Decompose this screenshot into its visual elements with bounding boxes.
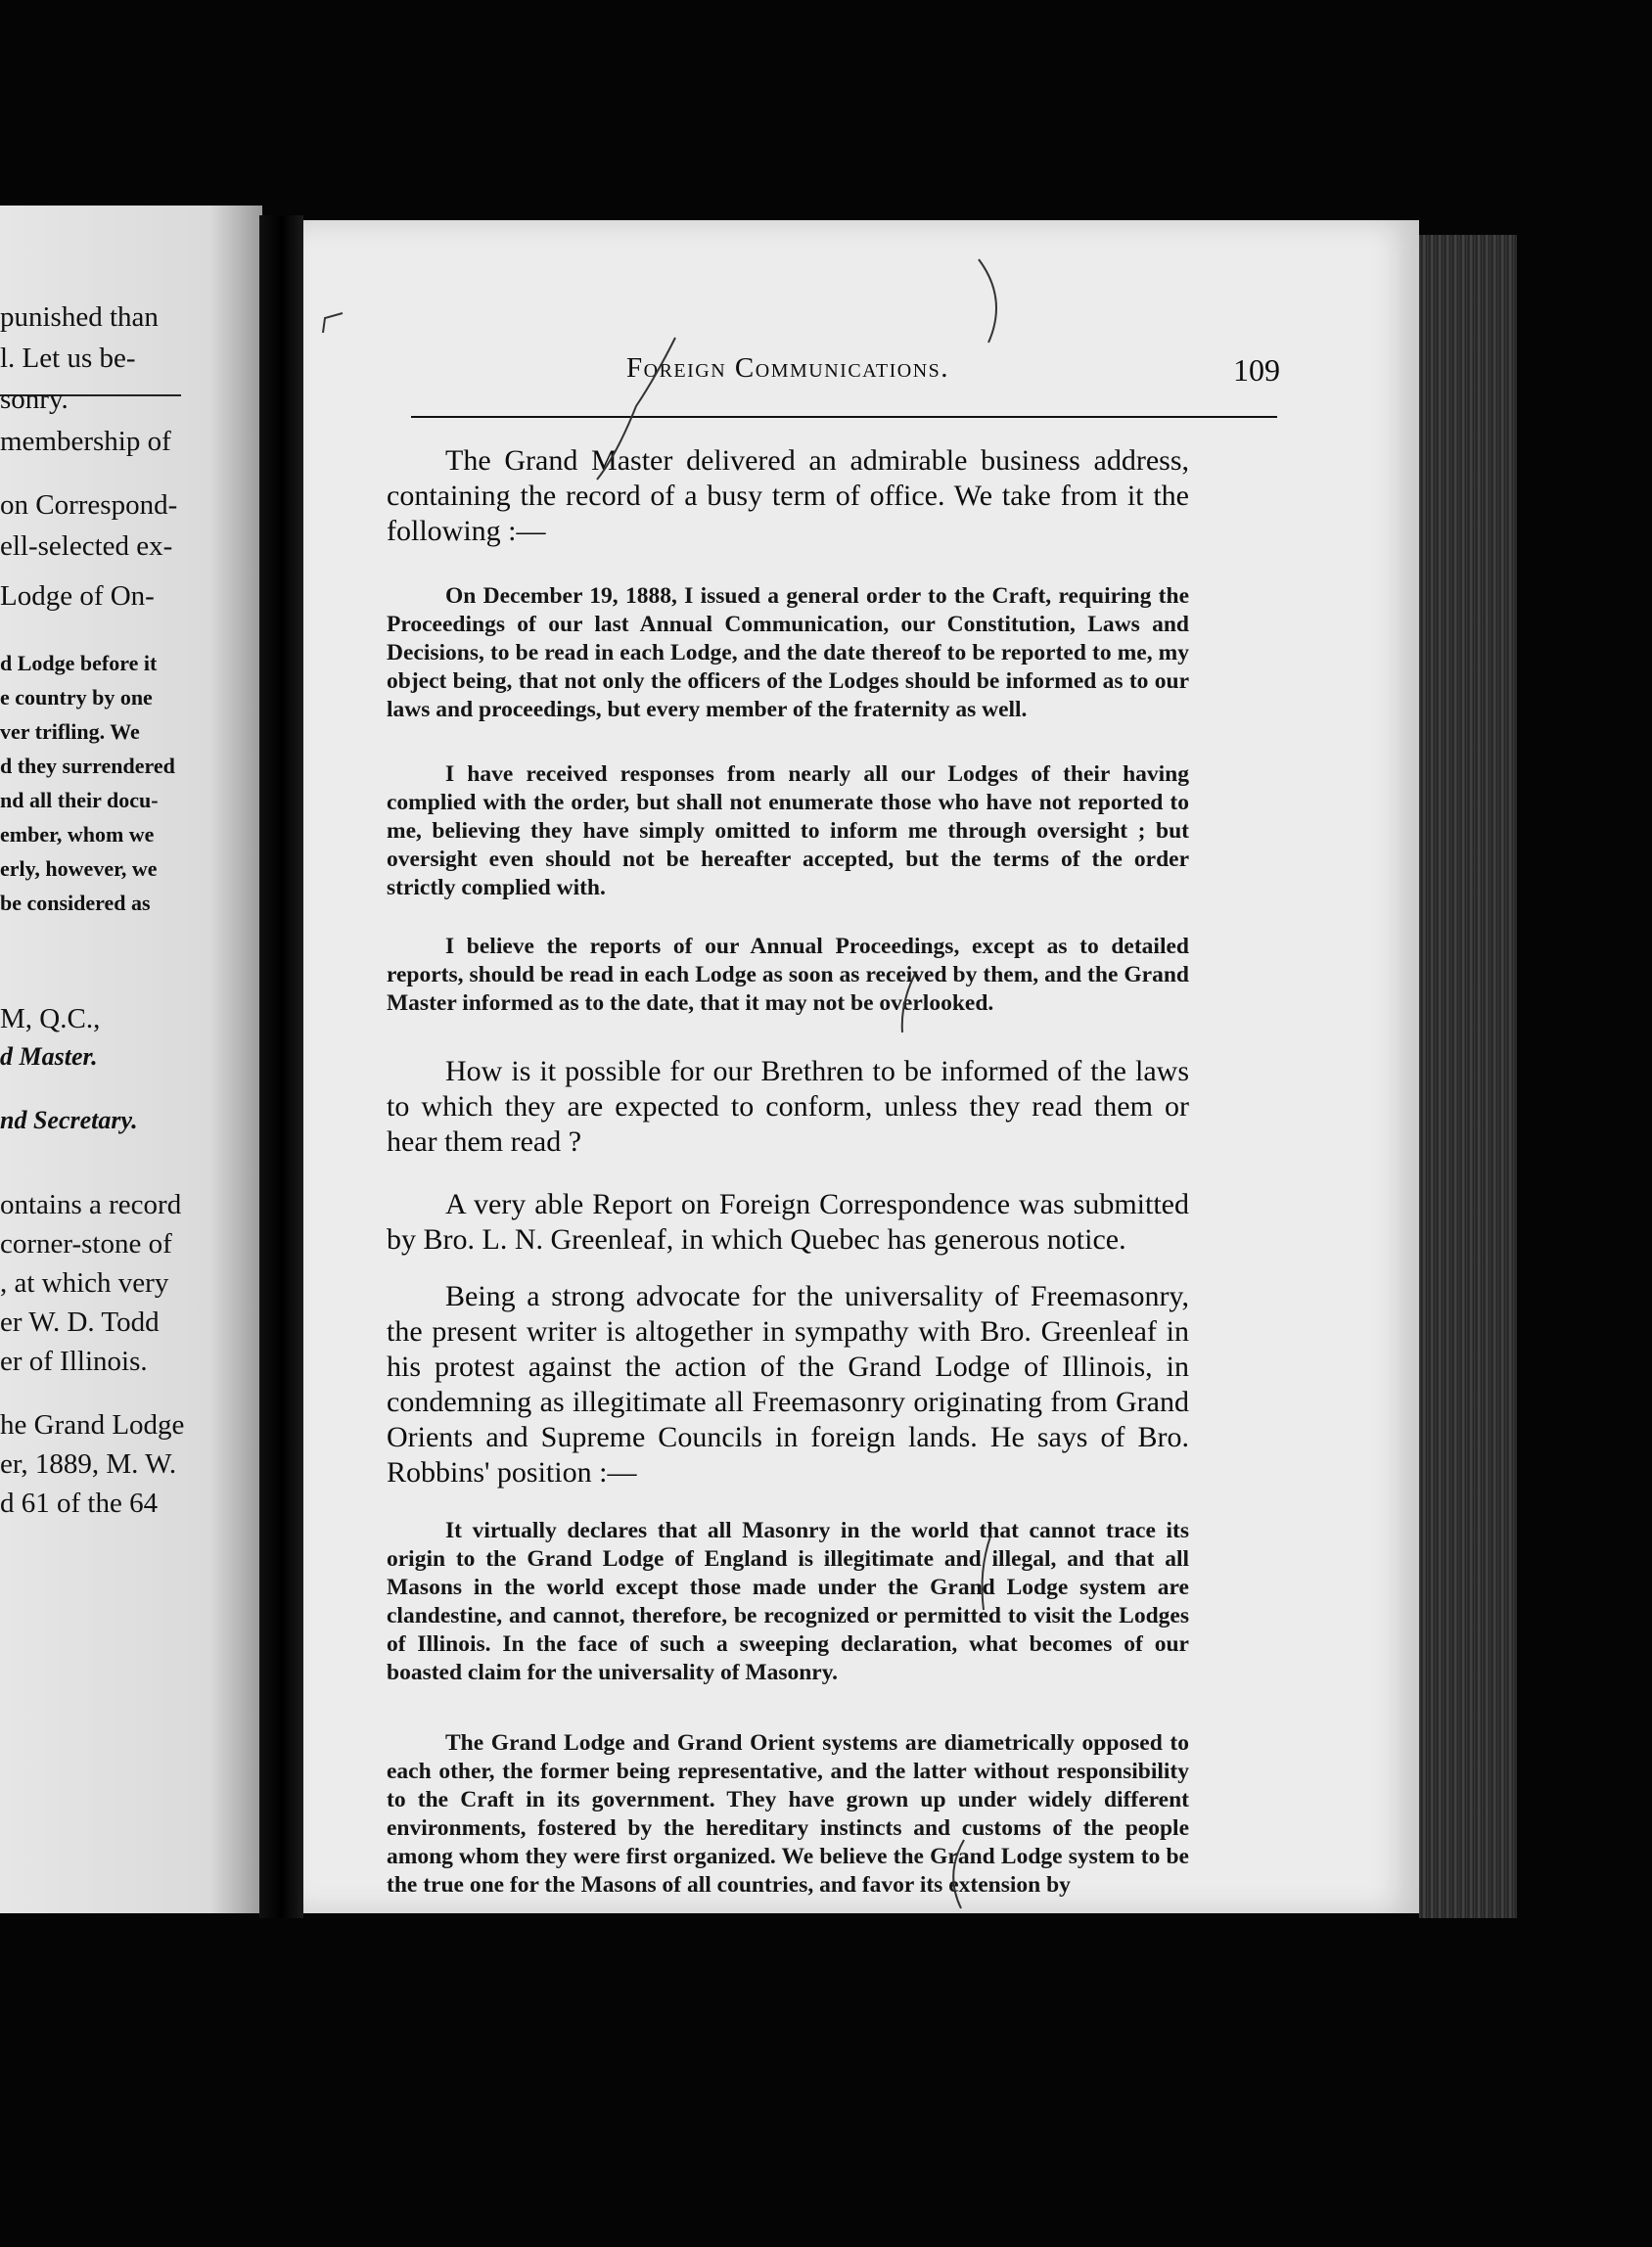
page-edges: [1419, 235, 1517, 1918]
paragraph-universality: [387, 1279, 1189, 1490]
left-page-line: he Grand Lodge: [0, 1409, 185, 1441]
left-page-line: nd all their docu-: [0, 788, 159, 812]
left-page-line: d Lodge before it: [0, 651, 158, 675]
left-page-line: d 61 of the 64: [0, 1488, 159, 1519]
left-page-line: membership of: [0, 426, 171, 457]
quote-responses: [387, 760, 1189, 902]
quote-illinois-declaration: [387, 1517, 1189, 1687]
left-page-line: e country by one: [0, 685, 153, 710]
paragraph-text: How is it possible for our Brethren to be informed of the laws to which they are expected to conform, unless they read them or hear them read ?: [387, 1055, 1189, 1158]
left-page-line: ver trifling. We: [0, 719, 140, 744]
main-page: [303, 220, 1419, 1913]
left-page-line: corner-stone of: [0, 1228, 172, 1260]
paragraph-text: A very able Report on Foreign Correspondence was submitted by Bro. L. N. Greenleaf, in which Quebec has generous notice.: [387, 1188, 1189, 1256]
left-page-line: ontains a record: [0, 1189, 182, 1220]
paragraph-text: Being a strong advocate for the universality of Freemasonry, the present writer is altogether in sympathy with Bro. Greenleaf in his protest against the action of the Grand Lodge of Illinois, in condemning as illegitimate all Freemasonry originating from Grand Orients and Supreme Councils in foreign lands. He says of Bro. Robbins' position :—: [387, 1280, 1189, 1489]
left-page-line: erly, however, we: [0, 856, 158, 881]
paragraph-greenleaf-report: [387, 1187, 1189, 1258]
book-gutter: [259, 215, 303, 1918]
left-page-line: , at which very: [0, 1267, 169, 1299]
quote-text: It virtually declares that all Masonry in the world that cannot trace its origin to the Grand Lodge of England is illegitimate and illegal, and that all Masons in the world except those made under the Grand Lodge system are clandestine, and cannot, therefore, be recognized or permitted to visit the Lodges of Illinois. In the face of such a sweeping declaration, what becomes of our boasted claim for the universality of Masonry.: [387, 1518, 1189, 1685]
left-page-fragment: [0, 206, 262, 1913]
paragraph-brethren: [387, 1054, 1189, 1160]
left-page-line: M, Q.C.,: [0, 1003, 101, 1034]
header-rule: [411, 416, 1277, 418]
left-page-line: Lodge of On-: [0, 580, 155, 612]
left-page-line: be considered as: [0, 891, 151, 915]
page-header: [626, 352, 1400, 391]
left-page-line: er of Illinois.: [0, 1346, 148, 1377]
left-page-line: d they surrendered: [0, 754, 175, 778]
quote-text: I believe the reports of our Annual Proceedings, except as to detailed reports, should be read in each Lodge as soon as received by them, and the Grand Master informed as to the date, that it may not be overlooked.: [387, 934, 1189, 1016]
quote-grand-orient-systems: [387, 1729, 1189, 1900]
left-page-line: sonry.: [0, 384, 69, 415]
left-page-line: ember, whom we: [0, 822, 155, 847]
quote-text: On December 19, 1888, I issued a general order to the Craft, requiring the Proceedings of our last Annual Communication, our Constitution, Laws and Decisions, to be read in each Lodge, and the date thereof to be reported to me, my object being, that not only the officers of the Lodges should be informed as to our laws and proceedings, but every member of the fraternity as well.: [387, 583, 1189, 722]
paragraph-intro: [387, 443, 1189, 549]
quote-text: The Grand Lodge and Grand Orient systems are diametrically opposed to each other, the former being representative, and the latter without responsibility to the Craft in its government. They have grown up under widely different environments, fostered by the hereditary instincts and customs of the people among whom they were first organized. We believe the Grand Lodge system to be the true one for the Masons of all countries, and favor its extension by: [387, 1730, 1189, 1898]
quote-general-order: [387, 582, 1189, 724]
left-page-line: punished than: [0, 301, 159, 333]
quote-text: I have received responses from nearly all our Lodges of their having complied with the order, but shall not enumerate those who have not reported to me, believing they have simply omitted to inform me through oversight ; but oversight even should not be hereafter accepted, but the terms of the order strictly complied with.: [387, 761, 1189, 900]
paragraph-text: The Grand Master delivered an admirable business address, containing the record of a busy term of office. We take from it the following :—: [387, 444, 1189, 547]
left-page-line: l. Let us be-: [0, 343, 136, 374]
left-page-line: nd Secretary.: [0, 1106, 138, 1134]
left-page-line: d Master.: [0, 1042, 98, 1071]
left-page-line: er, 1889, M. W.: [0, 1448, 177, 1480]
left-page-line: er W. D. Todd: [0, 1307, 160, 1338]
page-number: 109: [1233, 352, 1280, 388]
left-page-line: on Correspond-: [0, 489, 178, 521]
left-page-line: ell-selected ex-: [0, 530, 173, 562]
quote-annual-proceedings: [387, 933, 1189, 1018]
running-head: Foreign Communications.: [626, 352, 950, 384]
